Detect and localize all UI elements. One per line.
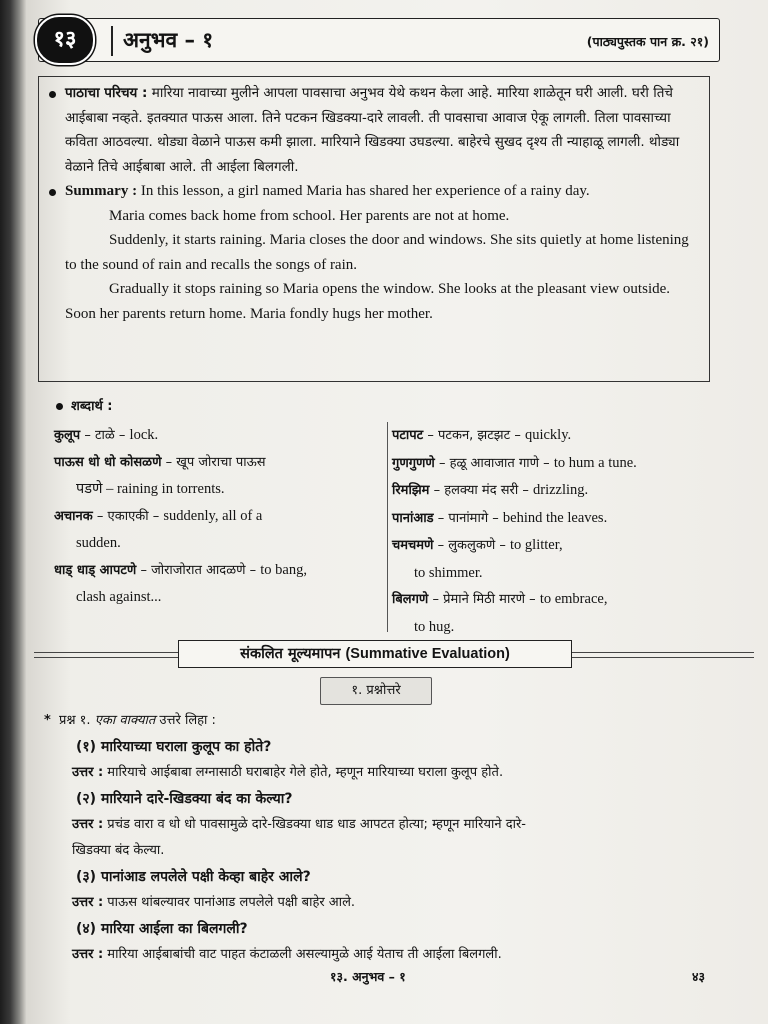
banner-title-mr: संकलित मूल्यमापन bbox=[240, 646, 341, 662]
glossary-meaning-en: to embrace, bbox=[539, 591, 608, 607]
glossary-term: चमचमणे bbox=[392, 538, 434, 553]
glossary-term: रिमझिम bbox=[392, 483, 430, 498]
glossary-entry bbox=[54, 422, 384, 450]
book-page bbox=[26, 0, 768, 1024]
answer-text: पाऊस थांबल्यावर पानांआड लपलेले पक्षी बाहेर आले. bbox=[107, 895, 356, 910]
glossary-term: पानांआड bbox=[392, 510, 434, 526]
intro-label: पाठाचा परिचय : bbox=[65, 85, 148, 101]
glossary-meaning-mr: – पटकन, झटझट – bbox=[427, 428, 521, 443]
intro-text: मारिया नावाच्या मुलीने आपला पावसाचा अनुभव येथे कथन केला आहे. मारिया शाळेतून घरी आली. घरी तिचे आईबाबा नव्हते. इतक्यात पाऊस आला. तिने पटकन खिडक्या-दारे लावली. ती पावसाचा आवाज ऐकू लागली. तिला पावसाच्या कविता आठवल्या. थोड्या वेळाने पाऊस कमी झाला. मारियाने खिडक्या उघडल्या. बाहेरचे सुखद दृश्य ती न्याहाळू लागली. थोड्या वेळाने तिचे आईबाबा आले. ती आईला बिलगली. bbox=[65, 85, 680, 175]
star-icon: * bbox=[44, 713, 51, 728]
chapter-number-badge: १३ bbox=[35, 15, 95, 65]
glossary-meaning-mr: – खूप जोराचा पाऊस bbox=[165, 454, 266, 470]
answer-label: उत्तर : bbox=[72, 817, 104, 832]
glossary-meaning-mr: – हळू आवाजात गाणे – bbox=[438, 455, 550, 471]
glossary-meaning-en: to bang, bbox=[260, 561, 307, 578]
answer-text: प्रचंड वारा व धो धो पावसामुळे दारे-खिडक्या धाड धाड आपटत होत्या; म्हणून मारियाने दारे- bbox=[107, 817, 527, 832]
glossary-entry bbox=[392, 450, 722, 478]
banner-rule-right bbox=[570, 652, 754, 658]
question: (१) मारियाच्या घराला कुलूप का होते? bbox=[76, 739, 272, 755]
answer bbox=[44, 942, 724, 968]
glossary-entry bbox=[392, 532, 722, 586]
summary-label: Summary : bbox=[65, 183, 138, 199]
answer-text: मारिया आईबाबांची वाट पाहत कंटाळली असल्यामुळे आई येताच ती आईला बिलगली. bbox=[107, 947, 502, 962]
glossary-meaning-en: drizzling. bbox=[532, 482, 589, 498]
glossary-right-column bbox=[392, 422, 722, 640]
glossary-meaning-en: behind the leaves. bbox=[502, 509, 608, 526]
glossary-entry bbox=[392, 477, 722, 505]
glossary-meaning-mr: – एकाएकी – bbox=[96, 508, 160, 524]
glossary-meaning-en: lock. bbox=[129, 427, 159, 443]
glossary-meaning-mr: – पानांमागे – bbox=[437, 510, 499, 526]
book-binding-shadow bbox=[0, 0, 26, 1024]
answer bbox=[44, 812, 724, 838]
summary-paragraph-3: Gradually it stops raining so Maria opens the window. She looks at the pleasant view outside. Soon her parents return home. Maria fondly hugs her mother. bbox=[65, 281, 671, 322]
summary-text: In this lesson, a girl named Maria has shared her experience of a rainy day. bbox=[140, 183, 590, 199]
glossary-term: अचानक bbox=[54, 508, 93, 524]
glossary-meaning-continued: पडणे – raining in torrents. bbox=[76, 481, 225, 497]
chapter-header bbox=[38, 18, 720, 62]
glossary-meaning-continued: to hug. bbox=[414, 618, 455, 635]
chapter-title: अनुभव – १ bbox=[111, 26, 213, 56]
banner-rule-left bbox=[34, 652, 178, 658]
answer-continued: खिडक्या बंद केल्या. bbox=[72, 843, 165, 858]
page-number: ४३ bbox=[692, 969, 706, 984]
answer-text: मारियाचे आईबाबा लग्नासाठी घराबाहेर गेले होते, म्हणून मारियाच्या घराला कुलूप होते. bbox=[107, 765, 504, 780]
summative-evaluation-banner bbox=[178, 640, 572, 668]
question-instruction bbox=[44, 708, 724, 734]
answer bbox=[44, 890, 724, 916]
glossary-entry bbox=[392, 505, 722, 533]
glossary-meaning-continued: sudden. bbox=[76, 535, 121, 551]
glossary-term: बिलगणे bbox=[392, 592, 429, 607]
glossary-meaning-mr: – टाळे – bbox=[84, 428, 126, 443]
glossary-entry bbox=[392, 422, 722, 450]
instruction-prefix: प्रश्न १. bbox=[58, 713, 91, 728]
answer-label: उत्तर : bbox=[72, 765, 104, 780]
glossary-entry bbox=[392, 586, 722, 640]
glossary-term: गुणगुणणे bbox=[392, 455, 435, 471]
footer-chapter: १३. अनुभव – १ bbox=[330, 969, 406, 984]
glossary-left-column bbox=[54, 422, 384, 611]
summary-paragraph-2: Suddenly, it starts raining. Maria closes the door and windows. She sits quietly at home listening to the sound of rain and recalls the songs of rain. bbox=[65, 232, 689, 273]
glossary-meaning-mr: – जोराजोरात आदळणे – bbox=[140, 562, 257, 578]
glossary-meaning-en: to hum a tune. bbox=[553, 454, 637, 471]
glossary-meaning-continued: clash against... bbox=[76, 589, 162, 605]
glossary-meaning-en: quickly. bbox=[524, 427, 572, 443]
answer-label: उत्तर : bbox=[72, 947, 104, 962]
glossary-meaning-en: suddenly, all of a bbox=[163, 507, 263, 524]
glossary-entry bbox=[54, 450, 384, 503]
question: (३) पानांआड लपलेले पक्षी केव्हा बाहेर आले? bbox=[76, 869, 311, 885]
answer bbox=[44, 760, 724, 786]
question: (४) मारिया आईला का बिलगली? bbox=[76, 921, 248, 937]
glossary-meaning-mr: – प्रेमाने मिठी मारणे – bbox=[432, 592, 536, 607]
glossary-meaning-en: to glitter, bbox=[510, 537, 563, 553]
glossary-meaning-continued: to shimmer. bbox=[414, 564, 483, 581]
glossary-term: धाड् धाड् आपटणे bbox=[54, 562, 137, 578]
glossary-meaning-mr: – हलक्या मंद सरी – bbox=[433, 483, 529, 498]
glossary-meaning-mr: – लुकलुकणे – bbox=[437, 538, 506, 553]
question: (२) मारियाने दारे-खिडक्या बंद का केल्या? bbox=[76, 791, 293, 807]
lesson-intro-box bbox=[38, 76, 710, 382]
answer-label: उत्तर : bbox=[72, 895, 104, 910]
glossary-entry bbox=[54, 557, 384, 611]
question-answer-section bbox=[44, 708, 724, 968]
glossary-term: पाऊस धो धो कोसळणे bbox=[54, 454, 162, 470]
glossary-entry bbox=[54, 503, 384, 557]
instruction-emphasis: एका वाक्यात bbox=[94, 713, 156, 728]
summary-paragraph bbox=[47, 179, 701, 204]
glossary-term: कुलूप bbox=[54, 428, 81, 443]
instruction-suffix: उत्तरे लिहा : bbox=[159, 713, 216, 728]
glossary-term: पटापट bbox=[392, 428, 424, 443]
summary-paragraph-1: Maria comes back home from school. Her parents are not at home. bbox=[109, 207, 510, 224]
textbook-page-reference: (पाठ्यपुस्तक पान क्र. २१) bbox=[586, 34, 709, 49]
banner-title-en: (Summative Evaluation) bbox=[345, 646, 510, 662]
lesson-intro-paragraph bbox=[47, 81, 701, 179]
glossary-heading: शब्दार्थ : bbox=[56, 396, 112, 414]
question-answer-tab: १. प्रश्नोत्तरे bbox=[320, 677, 432, 705]
glossary-column-divider bbox=[387, 422, 388, 632]
